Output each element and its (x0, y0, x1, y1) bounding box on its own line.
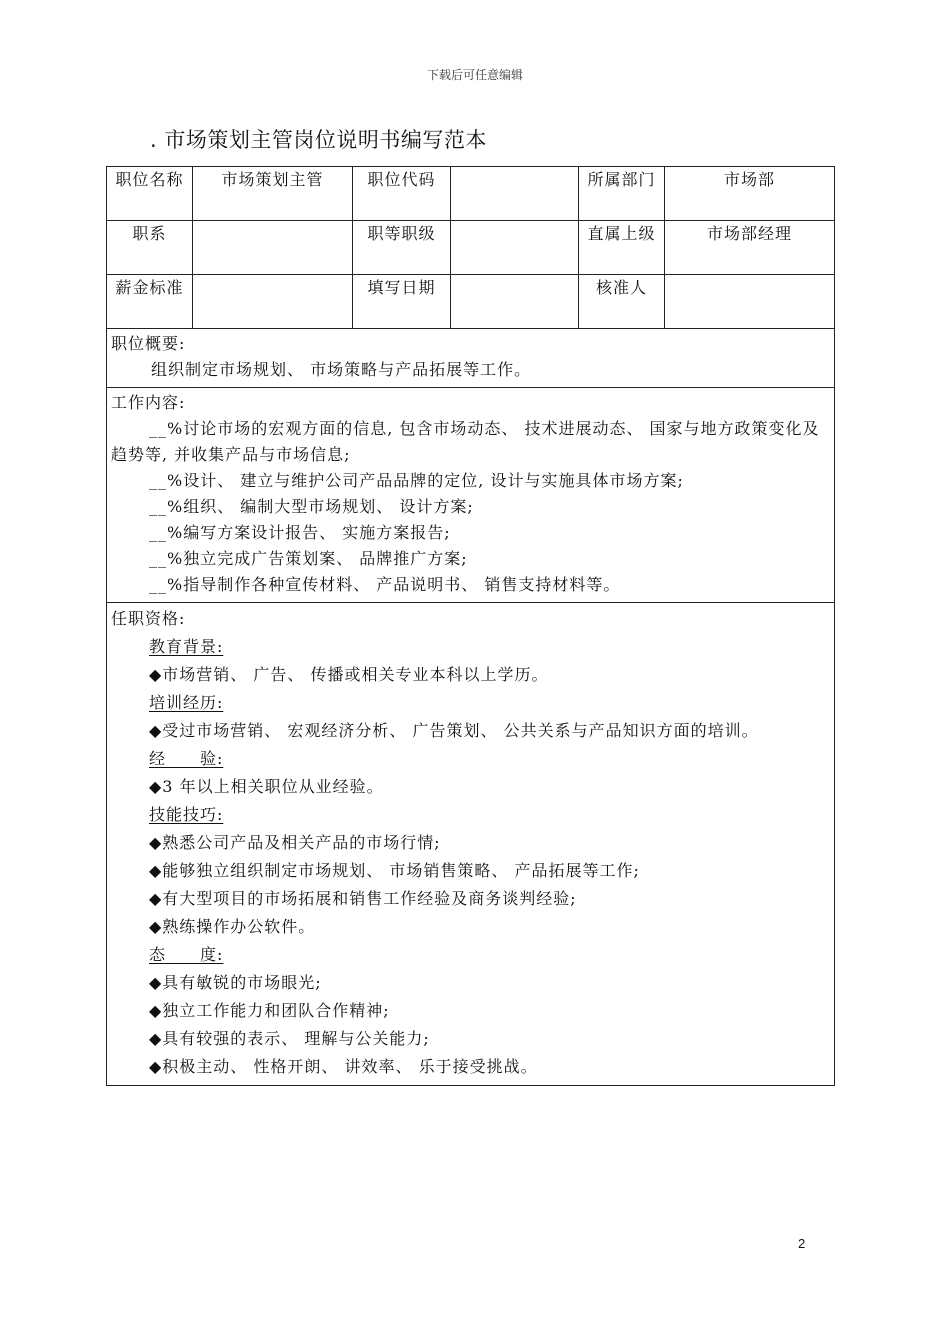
value-job-family (193, 221, 353, 275)
education-item: ◆市场营销、 广告、 传播或相关专业本科以上学历。 (149, 665, 549, 684)
document-title: . 市场策划主管岗位说明书编写范本 (150, 128, 487, 152)
info-row (107, 275, 835, 329)
qualifications-heading: 任职资格: (111, 609, 186, 628)
training-heading: 培训经历: (149, 693, 224, 712)
value-direct-supervisor: 市场部经理 (665, 221, 835, 275)
label-grade: 职等职级 (353, 221, 451, 275)
work-item: __%编写方案设计报告、 实施方案报告; (149, 523, 451, 542)
skills-item: ◆熟悉公司产品及相关产品的市场行情; (149, 833, 441, 852)
training-item: ◆受过市场营销、 宏观经济分析、 广告策划、 公共关系与产品知识方面的培训。 (149, 721, 759, 740)
work-item: __%组织、 编制大型市场规划、 设计方案; (149, 497, 474, 516)
attitude-item: ◆积极主动、 性格开朗、 讲效率、 乐于接受挑战。 (149, 1057, 538, 1076)
work-item: __%独立完成广告策划案、 品牌推广方案; (149, 549, 468, 568)
page-number: 2 (798, 1236, 806, 1251)
summary-text: 组织制定市场规划、 市场策略与产品拓展等工作。 (151, 360, 532, 379)
skills-heading: 技能技巧: (149, 805, 224, 824)
value-position-code (451, 167, 579, 221)
work-item: __%指导制作各种宣传材料、 产品说明书、 销售支持材料等。 (149, 575, 621, 594)
attitude-item: ◆独立工作能力和团队合作精神; (149, 1001, 390, 1020)
qualifications-section (107, 603, 835, 1086)
info-row (107, 167, 835, 221)
skills-item: ◆有大型项目的市场拓展和销售工作经验及商务谈判经验; (149, 889, 577, 908)
value-department: 市场部 (665, 167, 835, 221)
label-fill-date: 填写日期 (353, 275, 451, 329)
info-row (107, 221, 835, 275)
attitude-heading: 态 度: (149, 945, 224, 964)
header-note: 下载后可任意编辑 (426, 68, 523, 82)
summary-cell (107, 329, 835, 388)
skills-item: ◆能够独立组织制定市场规划、 市场销售策略、 产品拓展等工作; (149, 861, 640, 880)
job-description-table (106, 166, 835, 1086)
label-position-code: 职位代码 (353, 167, 451, 221)
attitude-item: ◆具有敏锐的市场眼光; (149, 973, 322, 992)
value-salary-standard (193, 275, 353, 329)
work-section (107, 388, 835, 603)
label-job-family: 职系 (107, 221, 193, 275)
work-item: __%设计、 建立与维护公司产品品牌的定位, 设计与实施具体市场方案; (149, 471, 684, 490)
qualifications-cell (107, 603, 835, 1086)
experience-item: ◆3 年以上相关职位从业经验。 (149, 777, 384, 796)
label-position-name: 职位名称 (107, 167, 193, 221)
experience-heading: 经 验: (149, 749, 224, 768)
label-salary-standard: 薪金标准 (107, 275, 193, 329)
value-approver (665, 275, 835, 329)
work-cell (107, 388, 835, 603)
value-fill-date (451, 275, 579, 329)
value-grade (451, 221, 579, 275)
work-item: __%讨论市场的宏观方面的信息, 包含市场动态、 技术进展动态、 国家与地方政策变化及趋势等, 并收集产品与市场信息; (111, 419, 820, 464)
summary-heading: 职位概要: (111, 334, 186, 353)
attitude-item: ◆具有较强的表示、 理解与公关能力; (149, 1029, 430, 1048)
education-heading: 教育背景: (149, 637, 224, 656)
label-approver: 核准人 (579, 275, 665, 329)
summary-section (107, 329, 835, 388)
value-position-name: 市场策划主管 (193, 167, 353, 221)
label-department: 所属部门 (579, 167, 665, 221)
label-direct-supervisor: 直属上级 (579, 221, 665, 275)
skills-item: ◆熟练操作办公软件。 (149, 917, 316, 936)
work-heading: 工作内容: (111, 393, 186, 412)
